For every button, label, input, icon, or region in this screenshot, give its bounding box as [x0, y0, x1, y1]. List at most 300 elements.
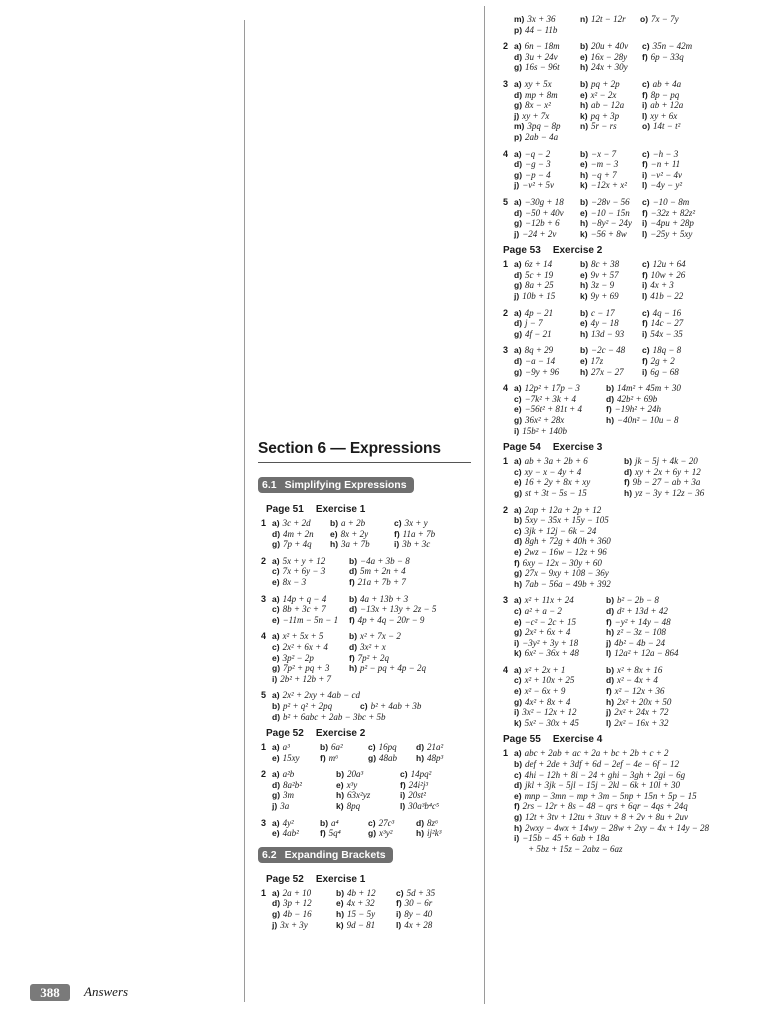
- question-answers: [514, 259, 713, 301]
- answer-expression: 3x + 3y: [280, 919, 308, 930]
- answer-item: [580, 159, 642, 170]
- answer-item: [580, 218, 642, 229]
- answer-row: [272, 920, 473, 931]
- answer-label: f): [320, 752, 326, 763]
- answer-row: [514, 606, 716, 617]
- answer-label: b): [514, 515, 523, 526]
- answer-row: [272, 769, 473, 780]
- answer-item: [272, 909, 336, 920]
- question-block: [503, 456, 713, 498]
- answer-label: h): [580, 218, 589, 229]
- answer-label: b): [320, 817, 329, 828]
- answer-item: [272, 769, 336, 780]
- answer-expression: 8x − 3: [282, 576, 307, 587]
- answer-expression: −m − 3: [590, 159, 619, 170]
- exercise-page: Page 55: [503, 734, 541, 746]
- answer-expression: 16s − 96t: [525, 62, 560, 73]
- answer-expression: 4f − 21: [525, 328, 552, 339]
- answer-expression: 4b − 16: [283, 909, 312, 920]
- answer-label: f): [642, 207, 648, 218]
- answer-label: e): [330, 528, 338, 539]
- answer-expression: −11m − 5n − 1: [282, 614, 339, 625]
- answer-label: m): [514, 14, 525, 24]
- answer-label: f): [400, 779, 406, 790]
- question-answers: [514, 345, 713, 377]
- question-answers: [514, 665, 716, 729]
- answer-label: h): [580, 328, 589, 339]
- answer-item: [514, 595, 606, 606]
- answer-label: e): [272, 828, 280, 839]
- answer-expression: x² + 8x + 16: [617, 664, 663, 675]
- answer-item: [642, 90, 704, 101]
- answer-item: [580, 41, 642, 52]
- answer-label: d): [606, 675, 615, 686]
- answer-label: j): [272, 801, 278, 812]
- answer-label: d): [514, 536, 523, 547]
- answer-row: [514, 791, 713, 802]
- answer-item: [514, 456, 624, 467]
- answer-item: [330, 518, 394, 529]
- answer-label: i): [396, 909, 402, 920]
- answer-label: e): [580, 159, 588, 170]
- answer-label: g): [514, 415, 523, 425]
- answer-expression: 4hi − 12h + 8i − 24 + ghi − 3gh + 2gi − 6g: [524, 769, 686, 780]
- answer-row: [514, 547, 713, 558]
- answer-label: h): [606, 696, 615, 707]
- answer-item: [336, 888, 396, 899]
- answer-label: d): [514, 780, 523, 791]
- answer-row: [514, 14, 713, 25]
- answer-label: a): [514, 41, 522, 52]
- answer-label: a): [514, 307, 522, 318]
- answer-expression: 8b + 3c + 7: [282, 604, 326, 615]
- answer-label: d): [514, 269, 523, 280]
- question-block: [503, 595, 713, 659]
- answer-label: b): [580, 78, 589, 89]
- question-answers: [514, 14, 713, 35]
- answer-item: [642, 100, 704, 111]
- answer-expression: −v² + 5v: [522, 180, 555, 191]
- exercise-page: Page 54: [503, 442, 541, 454]
- answer-label: g): [514, 627, 523, 638]
- answer-item: [396, 920, 466, 931]
- answer-item: [580, 149, 642, 160]
- question-number: 4: [503, 664, 509, 675]
- answer-expression: 4p − 21: [524, 307, 554, 318]
- answer-label: f): [514, 557, 520, 568]
- answer-label: k): [336, 801, 344, 812]
- answer-item: [396, 909, 466, 920]
- answer-item: [349, 604, 469, 615]
- answer-item: [360, 701, 470, 712]
- answer-row: [514, 568, 713, 579]
- answer-label: c): [514, 675, 522, 686]
- answer-expression: 6x² − 36x + 48: [524, 648, 579, 659]
- exercise-heading: [266, 504, 473, 515]
- answer-item: [580, 170, 642, 181]
- answer-label: p): [514, 24, 523, 35]
- answer-label: i): [514, 707, 520, 718]
- answer-item: [272, 674, 331, 685]
- answer-item: [642, 159, 704, 170]
- answer-expression: −40n² − 10u − 8: [617, 415, 679, 425]
- answer-expression: xy + 5x: [524, 78, 552, 89]
- answer-expression: −8y² − 24y: [591, 218, 632, 229]
- answer-expression: 4b² − 4b − 24: [614, 637, 666, 648]
- question-answers: [272, 742, 473, 763]
- question-number: 1: [503, 456, 509, 467]
- answer-item: [606, 718, 716, 729]
- answer-item: [514, 41, 580, 52]
- question-answers: [272, 690, 473, 722]
- answer-item: [580, 229, 642, 240]
- question-block: [258, 888, 473, 930]
- answer-item: [272, 888, 336, 899]
- answer-expression: 7x + 6y − 3: [282, 566, 326, 577]
- answer-label: a): [514, 78, 522, 89]
- answer-label: d): [349, 566, 358, 577]
- answer-label: a): [272, 817, 280, 828]
- question-block: [503, 149, 713, 191]
- answer-label: g): [272, 539, 281, 550]
- answer-label: b): [349, 593, 358, 604]
- answer-row: [514, 558, 713, 569]
- answer-expression: 8q + 29: [524, 345, 554, 356]
- answer-expression: 3a: [280, 801, 290, 812]
- answer-expression: pq + 2p: [591, 78, 620, 89]
- answer-expression: 20st²: [408, 790, 426, 801]
- answer-expression: 5c + 19: [525, 269, 554, 280]
- answer-expression: c − 17: [591, 307, 615, 318]
- question-block: [503, 345, 713, 377]
- answer-expression: x² − 6x + 9: [524, 686, 566, 697]
- answer-expression: 35n − 42m: [652, 41, 693, 52]
- answer-expression: 2x² + 20x + 50: [617, 696, 672, 707]
- answer-expression: 5xy − 35x + 15y − 105: [525, 515, 609, 526]
- answer-item: [606, 627, 716, 638]
- exercise-page: Page 53: [503, 245, 541, 257]
- answer-item: [514, 329, 580, 340]
- subsection-heading: [258, 477, 414, 493]
- question-answers: [272, 518, 473, 550]
- answer-item: [514, 404, 606, 415]
- question-answers: [514, 456, 724, 498]
- answer-item: [514, 536, 611, 547]
- answer-label: h): [330, 539, 339, 550]
- answer-row: [272, 529, 473, 540]
- answer-row: [272, 663, 473, 674]
- answer-item: [400, 801, 470, 812]
- answer-row: [514, 329, 713, 340]
- answer-expression: 41b − 22: [650, 291, 684, 302]
- answer-expression: −25y + 5xy: [650, 228, 693, 239]
- answer-item: [394, 518, 454, 529]
- answer-item: [514, 356, 580, 367]
- answer-expression: 8x − x²: [525, 100, 551, 111]
- answer-expression: xy + 2x + 6y + 12: [635, 466, 701, 477]
- answer-expression: abc + 2ab + ac + 2a + bc + 2b + c + 2: [524, 748, 669, 759]
- answer-label: b): [606, 664, 615, 675]
- answer-label: c): [642, 259, 650, 270]
- answer-expression: −3y² + 3y + 18: [522, 637, 579, 648]
- answer-item: [416, 828, 464, 839]
- answer-expression: 14t − t²: [653, 121, 681, 132]
- answer-expression: a²b: [282, 769, 295, 780]
- answer-expression: 18q − 8: [652, 345, 682, 356]
- answer-item: [580, 367, 642, 378]
- answer-label: g): [514, 812, 523, 822]
- answer-label: b): [580, 259, 589, 270]
- answer-label: f): [606, 686, 612, 697]
- answer-row: [272, 674, 473, 685]
- answer-label: o): [642, 121, 651, 132]
- answer-row: [514, 627, 716, 638]
- answer-row: [514, 159, 713, 170]
- answer-label: f): [514, 801, 520, 812]
- answer-item: [514, 280, 580, 291]
- exercise-name: Exercise 1: [315, 504, 366, 515]
- answer-label: k): [336, 919, 344, 930]
- answer-item: [272, 577, 349, 588]
- answer-expression: −q − 2: [524, 148, 551, 159]
- answer-row: [514, 617, 716, 628]
- answer-expression: −12x + x²: [590, 180, 627, 191]
- answer-item: [580, 90, 642, 101]
- answer-item: [514, 270, 580, 281]
- answer-expression: 7p + 4q: [283, 539, 312, 550]
- answer-item: [642, 259, 704, 270]
- answer-label: d): [272, 779, 281, 790]
- answer-expression: 2g + 2: [650, 356, 675, 367]
- answer-label: b): [336, 887, 345, 898]
- answer-expression: −15b − 45 + 6ab + 18a: [522, 833, 610, 844]
- answer-item: [272, 594, 349, 605]
- answer-row: [514, 100, 713, 111]
- answer-expression: mp + 8m: [525, 89, 558, 100]
- exercise-heading: [503, 442, 713, 453]
- answer-row: [514, 259, 713, 270]
- question-number: 5: [261, 690, 267, 701]
- answer-row: [272, 828, 473, 839]
- answer-label: g): [272, 790, 281, 801]
- answer-item: [514, 208, 580, 219]
- answer-item: [349, 615, 469, 626]
- question-block: [503, 41, 713, 73]
- answer-item: [336, 780, 400, 791]
- answer-expression: 13d − 93: [591, 328, 625, 339]
- answer-expression: 12t − 12r: [591, 14, 626, 24]
- answer-label: f): [606, 404, 612, 415]
- answer-label: o): [640, 14, 649, 24]
- answer-expression: 14c − 27: [650, 318, 684, 329]
- answer-item: [606, 707, 716, 718]
- answer-label: d): [514, 51, 523, 62]
- answer-expression: 30a³b⁴c⁵: [408, 801, 440, 812]
- answer-item: [514, 617, 606, 628]
- answer-expression: ab + 4a: [652, 78, 682, 89]
- answer-label: g): [514, 280, 523, 291]
- answer-row: [272, 631, 473, 642]
- answer-label: c): [368, 742, 376, 753]
- answer-row: [514, 467, 724, 478]
- answer-item: [606, 383, 706, 394]
- answer-item: [642, 111, 704, 122]
- answer-row: [514, 759, 713, 770]
- answer-expression: −24 + 2v: [522, 228, 557, 239]
- exercise-name: Exercise 2: [315, 728, 366, 740]
- answer-label: i): [642, 169, 648, 180]
- answer-label: i): [394, 539, 400, 550]
- answer-label: a): [514, 748, 522, 759]
- answer-expression: 4x² + 8x + 4: [525, 696, 571, 707]
- question-number: 3: [503, 595, 509, 606]
- answer-row: [272, 753, 473, 764]
- answer-item: [580, 121, 642, 132]
- answer-expression: −7k² + 3k + 4: [524, 393, 576, 404]
- answer-label: d): [416, 817, 425, 828]
- answer-expression: 6p − 33q: [650, 51, 684, 62]
- answer-expression: −c² − 2c + 15: [524, 616, 576, 627]
- question-block: [258, 769, 473, 811]
- answer-label: h): [349, 663, 358, 674]
- answer-row: [272, 701, 473, 712]
- answer-expression: def + 2de + 3df + 6d − 2ef − 4e − 6f − 12: [525, 759, 680, 770]
- answer-item: [514, 308, 580, 319]
- exercise-name: Exercise 2: [552, 245, 603, 257]
- question-answers: [272, 769, 473, 811]
- answer-item: [368, 828, 416, 839]
- answer-item: [272, 566, 349, 577]
- answer-item: [580, 270, 642, 281]
- answer-item: [368, 753, 416, 764]
- answer-item: [272, 801, 336, 812]
- answer-label: g): [514, 366, 523, 377]
- answer-item: [272, 690, 360, 701]
- answer-label: d): [606, 605, 615, 616]
- answer-label: n): [580, 121, 589, 132]
- answer-row: [272, 556, 473, 567]
- answer-item: [606, 638, 716, 649]
- answer-item: [514, 467, 624, 478]
- answer-row: [514, 25, 713, 36]
- answer-item: [272, 920, 336, 931]
- answer-label: c): [394, 518, 402, 528]
- answer-label: l): [400, 801, 406, 812]
- answer-label: g): [272, 909, 281, 920]
- answer-item: [514, 367, 580, 378]
- answer-item: [580, 318, 642, 329]
- answer-expression: 5q⁴: [328, 828, 341, 839]
- answer-row: [514, 170, 713, 181]
- answer-expression: xy + 6x: [650, 110, 678, 121]
- answer-label: e): [272, 752, 280, 763]
- answer-expression: 9d − 81: [346, 919, 376, 930]
- answer-label: l): [642, 180, 648, 191]
- answer-item: [642, 218, 708, 229]
- answer-item: [514, 488, 624, 499]
- answer-item: [272, 701, 360, 712]
- answer-expression: b² + 4ab + 3b: [370, 700, 422, 711]
- answer-label: h): [514, 822, 523, 833]
- subsection-number: 6.1: [262, 479, 277, 491]
- answer-label: c): [360, 700, 368, 711]
- answer-label: f): [396, 898, 402, 909]
- answer-item: [514, 697, 606, 708]
- question-block: [503, 308, 713, 340]
- answer-expression: 8c + 38: [591, 259, 620, 270]
- answer-label: d): [272, 898, 281, 909]
- answer-row: [514, 426, 713, 437]
- answer-item: [580, 208, 642, 219]
- answer-item: [514, 686, 606, 697]
- answer-expression: 4x + 32: [346, 898, 375, 909]
- answer-expression: 30 − 6r: [404, 898, 433, 909]
- answer-item: [580, 308, 642, 319]
- answer-item: [514, 648, 606, 659]
- answer-label: f): [349, 576, 355, 587]
- subsection-heading: [258, 847, 393, 863]
- answer-item: [349, 663, 469, 674]
- answer-expression: 4x + 3: [650, 280, 674, 291]
- answer-expression: 3m: [283, 790, 295, 801]
- exercise-page: Page 52: [266, 873, 304, 885]
- answer-label: g): [368, 752, 377, 763]
- answer-expression: −v² − 4v: [650, 169, 683, 180]
- answer-expression: 20a³: [347, 769, 364, 780]
- answer-expression: x² + 5x + 5: [282, 631, 324, 642]
- answer-label: f): [349, 614, 355, 625]
- answer-expression: 2b² + 12b + 7: [280, 673, 332, 684]
- answer-label: h): [514, 578, 523, 589]
- answer-label: c): [396, 887, 404, 898]
- question-answers: [514, 149, 713, 191]
- answer-expression: 8pq: [346, 801, 361, 812]
- question-number: 1: [261, 518, 267, 528]
- answer-expression: 63x²yz: [347, 790, 371, 801]
- answer-label: g): [514, 218, 523, 229]
- answer-item: [580, 356, 642, 367]
- answer-label: l): [606, 648, 612, 659]
- answer-label: k): [580, 110, 588, 121]
- answer-label: a): [272, 769, 280, 780]
- question-answers: [514, 308, 713, 340]
- answer-item: [272, 615, 349, 626]
- answer-expression: 5r − rs: [591, 121, 617, 132]
- answer-item: [514, 759, 679, 770]
- answer-expression: 15xy: [282, 752, 300, 763]
- answer-item: [514, 770, 685, 781]
- answer-label: b): [580, 345, 589, 356]
- answer-expression: 2x² + 24x + 72: [614, 707, 669, 718]
- answer-label: f): [642, 89, 648, 100]
- answer-expression: 21a + 7b + 7: [357, 576, 406, 587]
- answer-expression: 12t + 3tv + 12tu + 3tuv + 8 + 2v + 8u + 2uv: [525, 812, 689, 822]
- answer-expression: −9y + 96: [525, 366, 560, 377]
- answer-label: i): [642, 280, 648, 291]
- answer-label: b): [624, 456, 633, 467]
- answer-item: [514, 394, 606, 405]
- section-title: Section 6 — Expressions: [258, 440, 471, 463]
- answer-label: e): [580, 207, 588, 218]
- answer-expression: x³y: [346, 779, 358, 790]
- answer-label: h): [606, 415, 615, 425]
- answer-label: d): [514, 356, 523, 367]
- answer-expression: 27x − 27: [591, 366, 624, 377]
- answer-expression: −g − 3: [525, 159, 551, 170]
- answer-item: [416, 818, 464, 829]
- answer-expression: x² + 10x + 25: [524, 675, 575, 686]
- answer-row: [272, 615, 473, 626]
